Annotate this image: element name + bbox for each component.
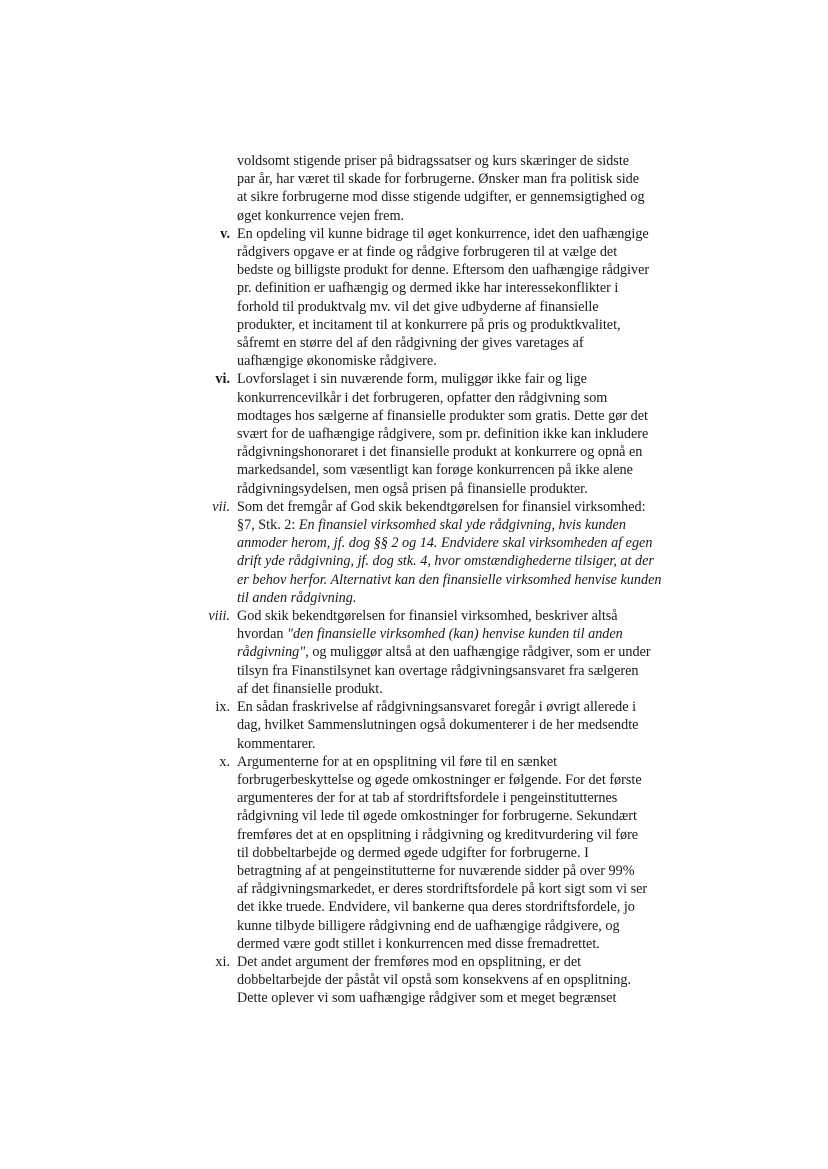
list-item-vii — [212, 498, 720, 607]
item-number: v. — [220, 225, 230, 242]
item-text-quote: En finansiel virksomhed skal yde rådgivning, hvis kunden anmoder herom, jf. dog §§ 2 og 14. Endvidere skal virksomheden af egen drift yde rådgivning, jf. dog stk. 4, hvor omstændighederne tilsiger, at der er behov herfor. Alternativt kan den finansielle virksomhed henvise kunden til anden rådgivning. — [237, 517, 662, 606]
item-text: Lovforslaget i sin nuværende form, muliggør ikke fair og lige konkurrencevilkår i det forbrugeren, opfatter den rådgivning som modtages hos sælgerne af finansielle produkter som gratis. Dette gør det svært for de uafhængige rådgivere, som pr. definition ikke kan inkludere rådgivningshonoraret i det finansielle produkt at konkurrere og opnå en markedsandel, som væsentligt kan forøge konkurrencen på ikke alene rådgivningsydelsen, men også prisen på finansielle produkter. — [237, 371, 649, 497]
item-number: vi. — [215, 371, 230, 388]
continuation-paragraph: voldsomt stigende priser på bidragssatser og kurs skæringer de sidste par år, har været til skade for forbrugerne. Ønsker man fra politisk side at sikre forbrugerne mod disse stigende udgifter, er gennemsigtighed og øget konkurrence vejen frem. — [237, 153, 645, 224]
list-item-ix — [215, 698, 720, 753]
item-text-plain: Som det fremgår af God skik bekendtgørelsen for finansiel virksomhed: §7, Stk. 2: — [237, 498, 646, 534]
item-text — [237, 607, 720, 698]
list-item-xi — [215, 953, 720, 1008]
item-text-plain: God skik bekendtgørelsen for finansiel virksomhed, beskriver altså hvordan — [237, 608, 618, 643]
item-text: En opdeling vil kunne bidrage til øget konkurrence, idet den uafhængige rådgivers opgave er at finde og rådgive forbrugeren til at vælge det bedste og billigste produkt for denne. Eftersom den uafhængige rådgiver pr. definition er uafhængig og dermed ikke har interessekonflikter i forhold til produktvalg mv. vil det give udbyderne af finansielle produkter, et incitament til at konkurrere på pris og produktkvalitet, såfremt en større del af den rådgivning der gives varetages af uafhængige økonomiske rådgivere. — [237, 225, 650, 370]
item-number: viii. — [208, 608, 230, 625]
item-number: vii. — [212, 498, 230, 515]
item-text-quote: "den finansielle virksomhed (kan) henvise kunden til anden rådgivning" — [237, 626, 623, 661]
item-number: x. — [219, 753, 230, 770]
item-text — [237, 498, 720, 607]
item-text: Det andet argument der fremføres mod en opsplitning, er det dobbeltarbejde der påståt vil opstå som konsekvens af en opsplitning. Dette oplever vi som uafhængige rådgiver som et meget begrænset — [237, 953, 632, 1007]
item-number: ix. — [215, 699, 230, 716]
list-item-v — [220, 225, 720, 371]
item-text: Argumenterne for at en opsplitning vil føre til en sænket forbrugerbeskyttelse og øgede omkostninger er følgende. For det første argumenteres der for at tab af stordriftsfordele i pengeinstitutternes rådgivning vil lede til øgede omkostninger for forbrugerne. Sekundært fremføres det at en opsplitning i rådgivning og kreditvurdering vil føre til dobbeltarbejde og dermed øgede udgifter for forbrugerne. I betragtning af at pengeinstitutterne for nuværende sidder på over 99% af rådgivningsmarkedet, er deres stordriftsfordele på kort sigt som vi ser det ikke truede. Endvidere, vil bankerne qua deres stordriftsfordele, jo kunne tilbyde billigere rådgivning end de uafhængige rådgivere, og dermed være godt stillet i konkurrencen med disse fremadrettet. — [237, 753, 648, 952]
item-text: En sådan fraskrivelse af rådgivningsansvaret foregår i øvrigt allerede i dag, hvilket Sammenslutningen også dokumenterer i de her medsendte kommentarer. — [237, 699, 639, 752]
item-number: xi. — [215, 953, 230, 970]
item-text-plain-end: , og muliggør altså at den uafhængige rådgiver, som er under tilsyn fra Finanstilsynet kan overtage rådgivningsansvaret fra sælgeren af det finansielle produkt. — [237, 644, 651, 697]
list-item-viii — [208, 607, 720, 698]
list-item-vi — [215, 370, 720, 497]
list-item-x — [219, 753, 720, 953]
document-body — [200, 152, 720, 1008]
